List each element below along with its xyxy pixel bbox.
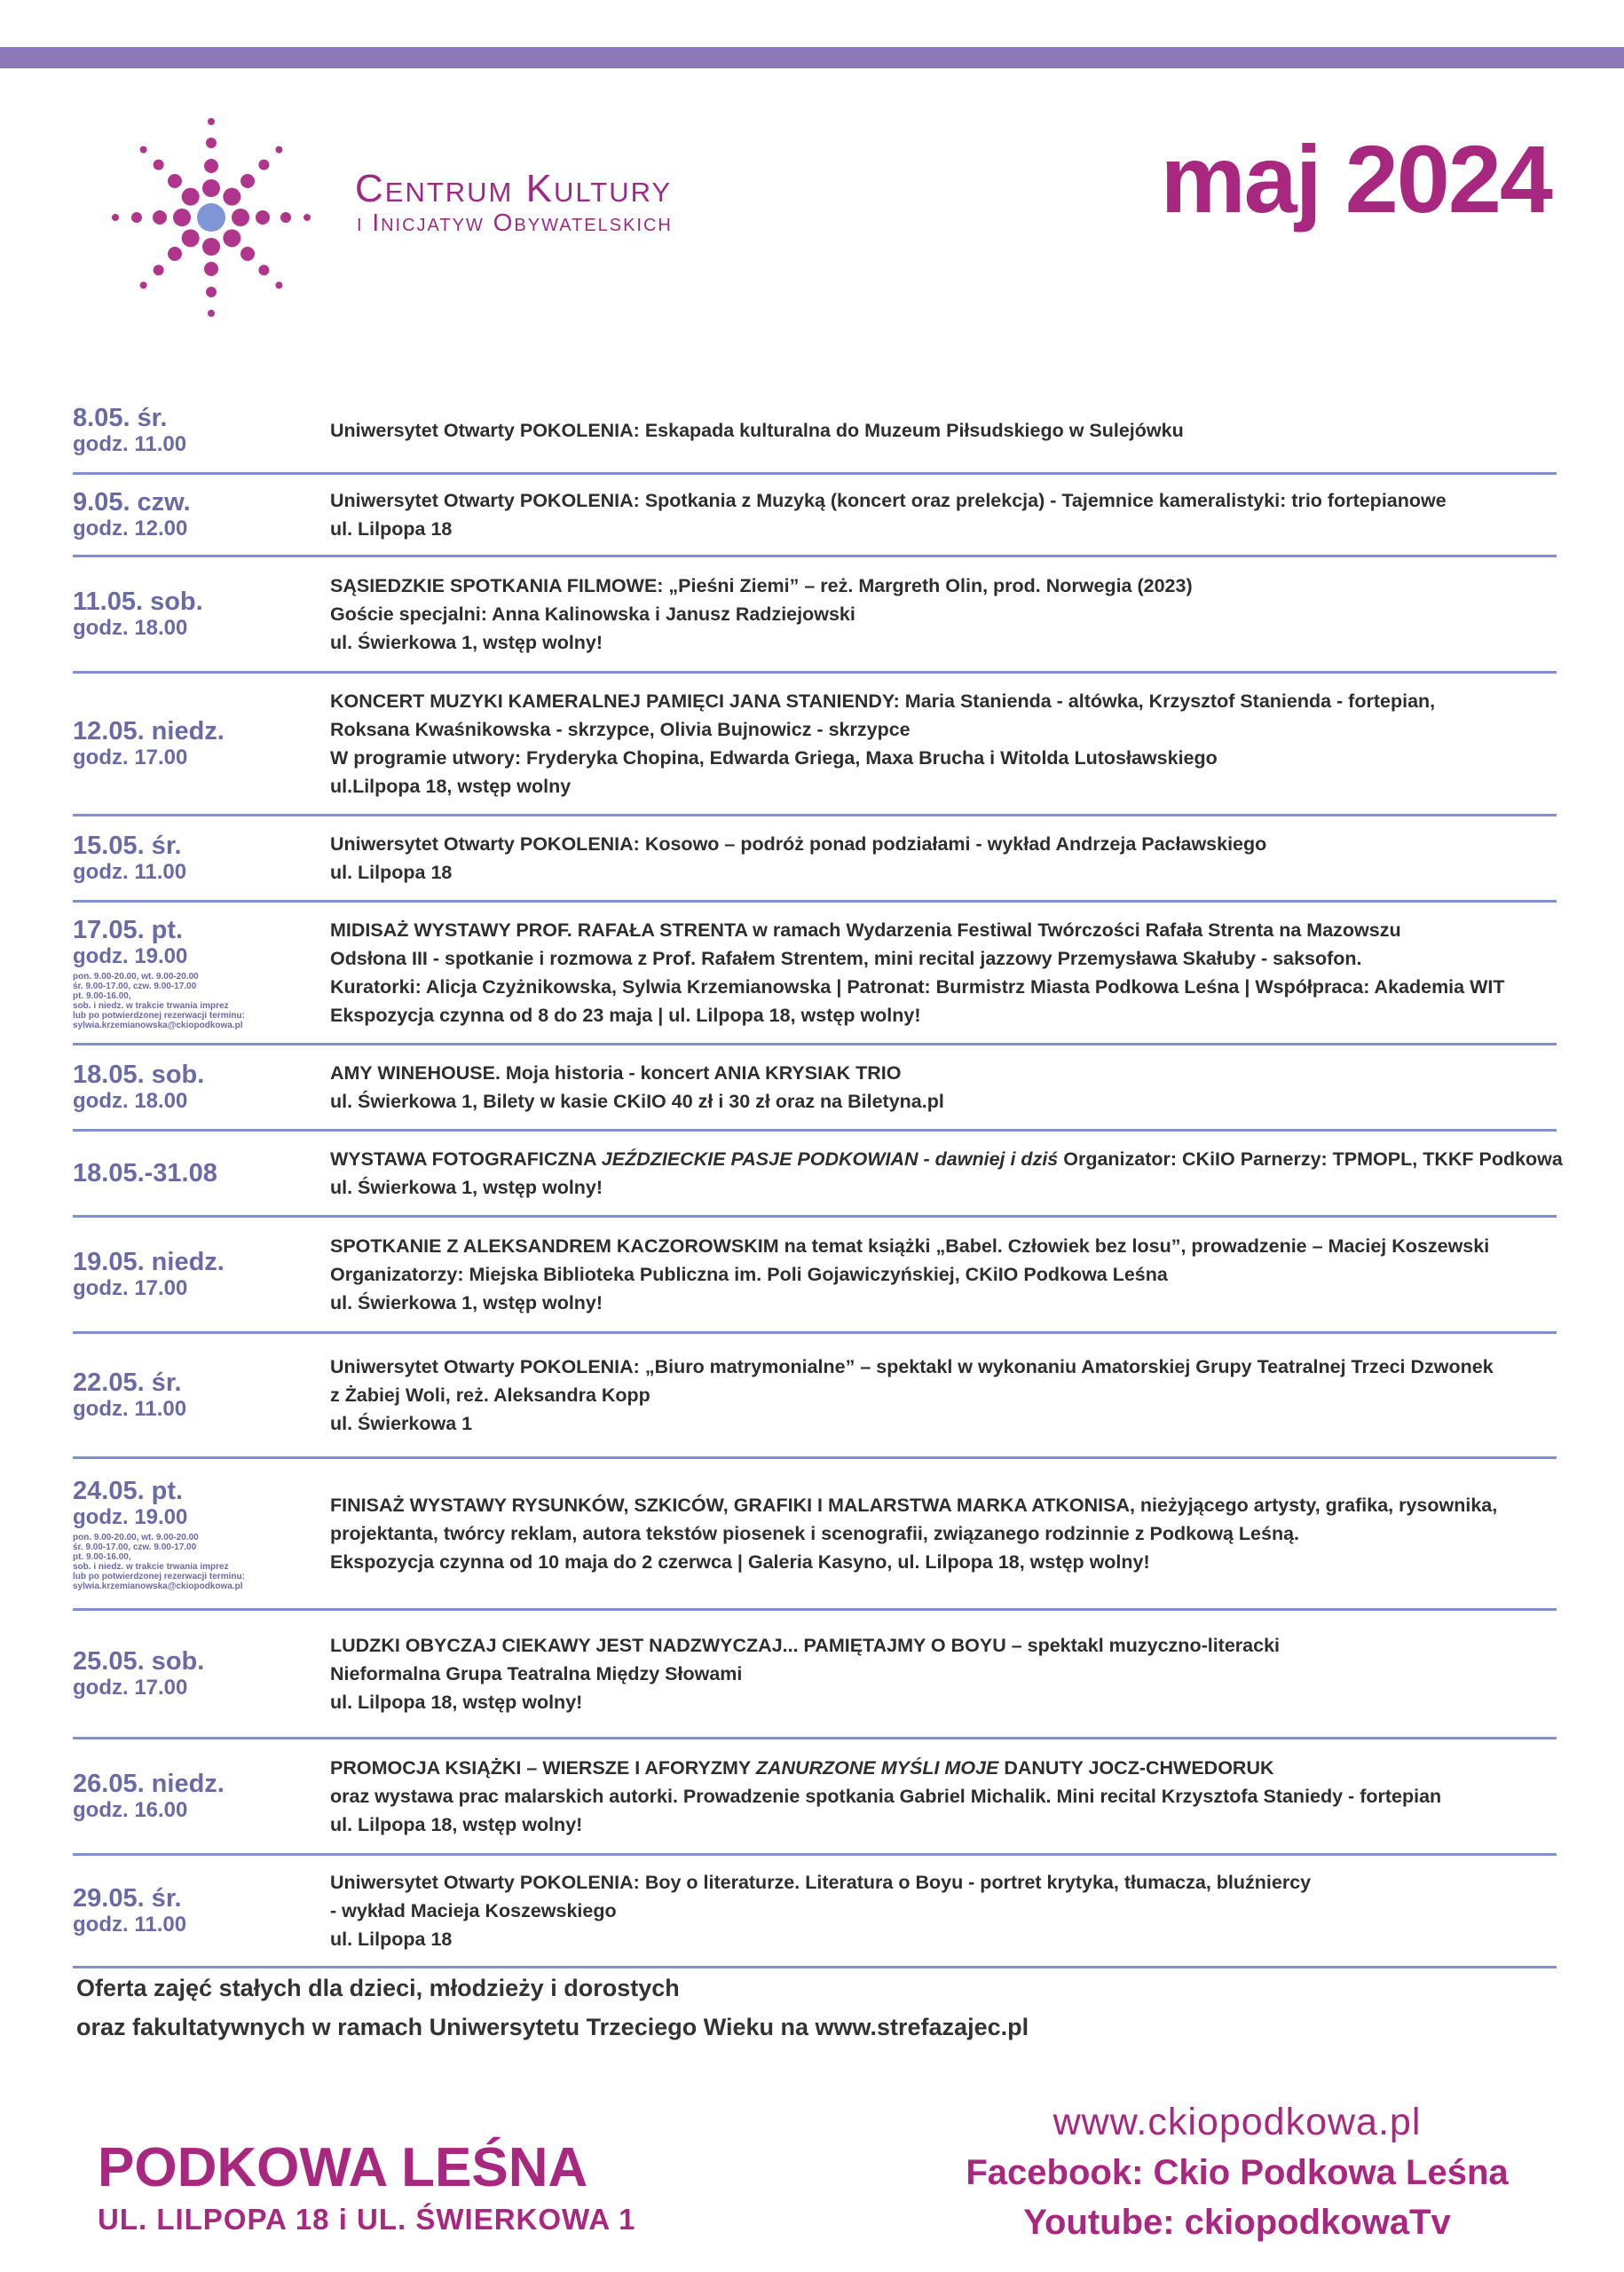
event-date: 17.05. pt. bbox=[73, 915, 184, 944]
event-row bbox=[73, 1459, 1557, 1611]
event-description bbox=[330, 1218, 1557, 1331]
event-detail-line: Uniwersytet Otwarty POKOLENIA: Eskapada kulturalna do Muzeum Piłsudskiego w Sulejówku bbox=[330, 420, 1184, 441]
event-title-pre: WYSTAWA FOTOGRAFICZNA bbox=[330, 1148, 602, 1170]
event-date: 29.05. śr. bbox=[73, 1884, 182, 1913]
event-date-cell bbox=[73, 1856, 330, 1966]
event-detail-line: MIDISAŻ WYSTAWY PROF. RAFAŁA STRENTA w ramach Wydarzenia Festiwal Twórczości Rafała Strenta na Mazowszu bbox=[330, 919, 1401, 941]
event-date: 8.05. śr. bbox=[73, 404, 168, 432]
event-time: godz. 17.00 bbox=[73, 1276, 188, 1300]
note-line: pt. 9.00-16.00, bbox=[73, 1551, 131, 1562]
org-name-line2: i Inicjatyw Obywatelskich bbox=[357, 209, 673, 236]
event-detail-line: ul. Świerkowa 1, wstęp wolny! bbox=[330, 1177, 603, 1198]
event-time: godz. 12.00 bbox=[73, 517, 188, 540]
event-date: 18.05. sob. bbox=[73, 1061, 205, 1089]
event-detail-line: ul. Świerkowa 1, Bilety w kasie CKiIO 40 zł i 30 zł oraz na Biletyna.pl bbox=[330, 1091, 944, 1112]
note-line: pon. 9.00-20.00, wt. 9.00-20.00 bbox=[73, 971, 199, 982]
event-date: 9.05. czw. bbox=[73, 488, 191, 517]
event-detail-line: Kuratorki: Alicja Czyżnikowska, Sylwia Krzemianowska | Patronat: Burmistrz Miasta Podkowa Leśna | Współpraca: Akademia WIT bbox=[330, 976, 1505, 998]
event-detail-line: ul. Świerkowa 1 bbox=[330, 1413, 473, 1434]
event-detail-line: Uniwersytet Otwarty POKOLENIA: Boy o literaturze. Literatura o Boyu - portret krytyka, tłumacza, bluźniercy bbox=[330, 1872, 1312, 1893]
event-time: godz. 11.00 bbox=[73, 432, 187, 456]
event-description bbox=[330, 475, 1557, 555]
event-detail-line: Ekspozycja czynna od 10 maja do 2 czerwca | Galeria Kasyno, ul. Lilpopa 18, wstęp wolny! bbox=[330, 1551, 1150, 1573]
event-detail-line: ul. Lilpopa 18 bbox=[330, 518, 453, 540]
event-title-italic: ZANURZONE MYŚLI MOJE bbox=[755, 1757, 999, 1779]
event-title-line bbox=[330, 1754, 1557, 1782]
website-link[interactable]: www.ckiopodkowa.pl bbox=[1052, 2101, 1422, 2143]
event-time: godz. 11.00 bbox=[73, 860, 187, 884]
event-detail-line: ul. Świerkowa 1, wstęp wolny! bbox=[330, 1292, 603, 1314]
event-date: 12.05. niedz. bbox=[73, 717, 225, 746]
event-date-cell bbox=[73, 557, 330, 671]
event-detail-line: ul. Lilpopa 18 bbox=[330, 1929, 453, 1950]
event-title-post: Organizator: CKiIO Parnerzy: TPMOPL, TKKF Podkowa bbox=[1058, 1148, 1563, 1170]
event-detail-line: Ekspozycja czynna od 8 do 23 maja | ul. Lilpopa 18, wstęp wolny! bbox=[330, 1005, 921, 1026]
star-logo-icon bbox=[105, 111, 318, 324]
offer-line2: oraz fakultatywnych w ramach Uniwersytetu Trzeciego Wieku na www.strefazajec.pl bbox=[76, 2014, 1029, 2040]
event-date-cell bbox=[73, 1045, 330, 1129]
top-bar bbox=[0, 47, 1624, 68]
note-line: sylwia.krzemianowska@ckiopodkowa.pl bbox=[73, 1581, 243, 1591]
event-detail-line: FINISAŻ WYSTAWY RYSUNKÓW, SZKICÓW, GRAFIKI I MALARSTWA MARKA ATKONISA, nieżyjącego artysty, grafika, rysownika, bbox=[330, 1495, 1498, 1516]
event-description bbox=[330, 816, 1557, 900]
event-date: 11.05. sob. bbox=[73, 588, 203, 616]
event-row bbox=[73, 816, 1557, 903]
event-description bbox=[330, 1045, 1557, 1129]
event-time: godz. 16.00 bbox=[73, 1798, 188, 1822]
event-description bbox=[330, 1740, 1557, 1853]
event-detail-line: Uniwersytet Otwarty POKOLENIA: Spotkania z Muzyką (koncert oraz prelekcja) - Tajemnice kameralistyki: trio fortepianowe bbox=[330, 490, 1447, 511]
event-date-cell bbox=[73, 475, 330, 555]
event-row bbox=[73, 1132, 1563, 1218]
event-detail-line: - wykład Macieja Koszewskiego bbox=[330, 1900, 617, 1921]
event-title-pre: PROMOCJA KSIĄŻKI – WIERSZE I AFORYZMY bbox=[330, 1757, 756, 1779]
event-detail-line: z Żabiej Woli, reż. Aleksandra Kopp bbox=[330, 1384, 650, 1406]
city-name: PODKOWA LEŚNA bbox=[98, 2137, 588, 2198]
event-row bbox=[73, 674, 1557, 816]
org-name bbox=[355, 169, 673, 236]
event-detail-line: Odsłona III - spotkanie i rozmowa z Prof. Rafałem Strentem, mini recital jazzowy Przemysława Skałuby - saksofon. bbox=[330, 948, 1362, 969]
event-date: 22.05. śr. bbox=[73, 1369, 182, 1397]
event-time: godz. 17.00 bbox=[73, 1676, 188, 1700]
event-date-cell bbox=[73, 1459, 330, 1608]
note-line: pon. 9.00-20.00, wt. 9.00-20.00 bbox=[73, 1532, 199, 1542]
event-row bbox=[73, 1334, 1557, 1459]
event-date-cell bbox=[73, 816, 330, 900]
event-description bbox=[330, 1459, 1557, 1608]
event-detail-line: Nieformalna Grupa Teatralna Między Słowami bbox=[330, 1663, 743, 1684]
event-date: 25.05. sob. bbox=[73, 1647, 205, 1676]
event-schedule bbox=[73, 389, 1563, 1968]
opening-hours-note bbox=[73, 1533, 330, 1591]
event-detail-line: Roksana Kwaśnikowska - skrzypce, Olivia Bujnowicz - skrzypce bbox=[330, 719, 911, 740]
offer-line1: Oferta zajęć stałych dla dzieci, młodzieży i dorostych bbox=[76, 1975, 680, 2001]
event-row bbox=[73, 1045, 1557, 1132]
event-time: godz. 11.00 bbox=[73, 1397, 187, 1421]
event-date: 24.05. pt. bbox=[73, 1476, 184, 1505]
event-detail-line: ul. Lilpopa 18 bbox=[330, 862, 453, 883]
youtube-link[interactable]: Youtube: ckiopodkowaTv bbox=[1023, 2203, 1451, 2242]
event-detail-line: Organizatorzy: Miejska Biblioteka Publiczna im. Poli Gojawiczyńskiej, CKiIO Podkowa Leśna bbox=[330, 1264, 1168, 1285]
event-date-cell bbox=[73, 674, 330, 814]
event-detail-line: projektanta, twórcy reklam, autora tekstów piosenek i scenografii, związanego rodzinnie z Podkową Leśną. bbox=[330, 1523, 1300, 1544]
note-line: lub po potwierdzonej rezerwacji terminu: bbox=[73, 1571, 245, 1582]
event-description bbox=[330, 674, 1557, 814]
event-row bbox=[73, 1740, 1557, 1856]
event-time: godz. 18.00 bbox=[73, 1089, 188, 1113]
note-line: śr. 9.00-17.00, czw. 9.00-17.00 bbox=[73, 1542, 197, 1552]
event-date-cell bbox=[73, 1740, 330, 1853]
org-name-line1: Centrum Kultury bbox=[355, 167, 673, 210]
event-detail-line: Uniwersytet Otwarty POKOLENIA: Kosowo – podróż ponad podziałami - wykład Andrzeja Pacławskiego bbox=[330, 833, 1267, 855]
event-detail-line: W programie utwory: Fryderyka Chopina, Edwarda Griega, Maxa Brucha i Witolda Lutosławskiego bbox=[330, 747, 1218, 769]
event-time: godz. 11.00 bbox=[73, 1913, 187, 1937]
event-row bbox=[73, 1218, 1557, 1334]
event-description bbox=[330, 1132, 1563, 1215]
event-description bbox=[330, 557, 1557, 671]
event-date: 18.05.-31.08 bbox=[73, 1159, 217, 1187]
address: UL. LILPOPA 18 i UL. ŚWIERKOWA 1 bbox=[98, 2203, 636, 2236]
event-detail-line: oraz wystawa prac malarskich autorki. Prowadzenie spotkania Gabriel Michalik. Mini recital Krzysztofa Staniedy - fortepian bbox=[330, 1786, 1442, 1807]
event-date-cell bbox=[73, 389, 330, 472]
event-title-post: DANUTY JOCZ-CHWEDORUK bbox=[998, 1757, 1274, 1779]
event-row bbox=[73, 1856, 1557, 1968]
event-detail-line: SĄSIEDZKIE SPOTKANIA FILMOWE: „Pieśni Ziemi” – reż. Margreth Olin, prod. Norwegia (2023) bbox=[330, 575, 1193, 596]
event-description bbox=[330, 1856, 1557, 1966]
event-date-cell bbox=[73, 1611, 330, 1737]
event-date-cell bbox=[73, 1132, 330, 1215]
event-detail-line: ul.Lilpopa 18, wstęp wolny bbox=[330, 776, 572, 797]
offer-text bbox=[76, 1968, 1029, 2047]
facebook-link[interactable]: Facebook: Ckio Podkowa Leśna bbox=[966, 2153, 1509, 2192]
event-detail-line: KONCERT MUZYKI KAMERALNEJ PAMIĘCI JANA STANIENDY: Maria Stanienda - altówka, Krzysztof Stanienda - fortepian, bbox=[330, 690, 1436, 712]
event-detail-line: ul. Świerkowa 1, wstęp wolny! bbox=[330, 632, 603, 653]
contacts bbox=[926, 2096, 1548, 2247]
event-title-italic: JEŹDZIECKIE PASJE PODKOWIAN - dawniej i dziś bbox=[601, 1148, 1059, 1170]
event-row bbox=[73, 389, 1557, 475]
event-time: godz. 19.00 bbox=[73, 943, 188, 968]
event-title-line bbox=[330, 1145, 1563, 1173]
event-detail-line: AMY WINEHOUSE. Moja historia - koncert ANIA KRYSIAK TRIO bbox=[330, 1062, 902, 1084]
event-date: 15.05. śr. bbox=[73, 832, 182, 860]
note-line: sob. i niedz. w trakcie trwania imprez bbox=[73, 1561, 229, 1572]
event-date-cell bbox=[73, 1334, 330, 1456]
event-date: 19.05. niedz. bbox=[73, 1248, 225, 1276]
event-detail-line: SPOTKANIE Z ALEKSANDREM KACZOROWSKIM na temat książki „Babel. Człowiek bez losu”, prowadzenie – Maciej Koszewski bbox=[330, 1235, 1490, 1257]
note-line: śr. 9.00-17.00, czw. 9.00-17.00 bbox=[73, 981, 197, 991]
event-row bbox=[73, 557, 1557, 674]
event-time: godz. 18.00 bbox=[73, 616, 188, 640]
event-description bbox=[330, 389, 1557, 472]
month-title: maj 2024 bbox=[1160, 125, 1551, 233]
event-detail-line: ul. Lilpopa 18, wstęp wolny! bbox=[330, 1814, 583, 1835]
event-detail-line: Uniwersytet Otwarty POKOLENIA: „Biuro matrymonialne” – spektakl w wykonaniu Amatorskiej Grupy Teatralnej Trzeci Dzwonek bbox=[330, 1356, 1494, 1377]
event-date-cell bbox=[73, 903, 330, 1043]
event-time: godz. 17.00 bbox=[73, 746, 188, 769]
event-date-cell bbox=[73, 1218, 330, 1331]
note-line: pt. 9.00-16.00, bbox=[73, 990, 131, 1001]
event-date: 26.05. niedz. bbox=[73, 1770, 225, 1798]
event-row bbox=[73, 1611, 1557, 1740]
event-row bbox=[73, 903, 1557, 1045]
event-time: godz. 19.00 bbox=[73, 1504, 188, 1529]
note-line: lub po potwierdzonej rezerwacji terminu: bbox=[73, 1010, 245, 1021]
event-detail-line: ul. Lilpopa 18, wstęp wolny! bbox=[330, 1692, 583, 1713]
opening-hours-note bbox=[73, 972, 330, 1030]
event-detail-line: Goście specjalni: Anna Kalinowska i Janusz Radziejowski bbox=[330, 604, 855, 625]
note-line: sob. i niedz. w trakcie trwania imprez bbox=[73, 1000, 229, 1011]
event-description bbox=[330, 1334, 1557, 1456]
note-line: sylwia.krzemianowska@ckiopodkowa.pl bbox=[73, 1020, 243, 1030]
event-detail-line: LUDZKI OBYCZAJ CIEKAWY JEST NADZWYCZAJ... PAMIĘTAJMY O BOYU – spektakl muzyczno-literacki bbox=[330, 1635, 1281, 1656]
event-description bbox=[330, 1611, 1557, 1737]
event-description bbox=[330, 903, 1557, 1043]
event-row bbox=[73, 475, 1557, 557]
